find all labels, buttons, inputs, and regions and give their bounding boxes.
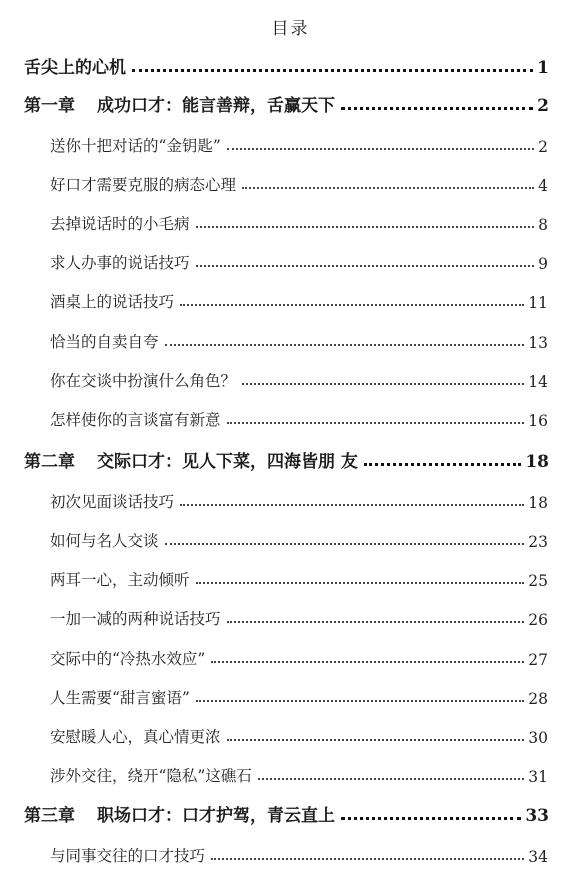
page-number: 13: [528, 334, 548, 352]
toc-section-row: [0, 247, 581, 273]
page-number: 11: [528, 294, 548, 312]
dot-leader: [341, 107, 533, 110]
toc-chapter-row: [0, 90, 581, 116]
dot-leader: [196, 265, 535, 267]
toc-section-row: [0, 326, 581, 352]
toc-entry-label: 与同事交往的口才技巧: [50, 847, 206, 865]
toc-entry-label: 求人办事的说话技巧: [50, 254, 190, 272]
toc-entry-label: 交际中的“冷热水效应”: [50, 650, 206, 668]
chapter-title: 职场口才：口才护驾，青云直上: [97, 806, 335, 826]
toc-chapter-row: [0, 52, 581, 78]
toc-entry-label: 初次见面谈话技巧: [50, 493, 175, 511]
dot-leader: [227, 148, 534, 150]
toc-entry-label: 安慰暖人心，真心情更浓: [50, 728, 221, 746]
toc-entry-label: [24, 91, 335, 116]
toc-entry-label: 好口才需要克服的病态心理: [50, 176, 237, 194]
dot-leader: [341, 817, 521, 820]
chapter-number: 第二章: [24, 452, 75, 472]
chapter-title: 成功口才：能言善辩，舌赢天下: [97, 96, 335, 116]
toc-entry-label: 涉外交往，绕开“隐私”这礁石: [50, 767, 252, 785]
toc-entry-label: [24, 801, 335, 826]
dot-leader: [196, 226, 535, 228]
page-number: 8: [538, 216, 548, 234]
toc-section-row: [0, 208, 581, 234]
toc-chapter-row: [0, 446, 581, 472]
toc-entry-label: 人生需要“甜言蜜语”: [50, 689, 190, 707]
toc-chapter-row: [0, 800, 581, 826]
dot-leader: [211, 858, 524, 860]
toc-section-row: [0, 525, 581, 551]
dot-leader: [165, 543, 525, 545]
dot-leader: [242, 187, 534, 189]
toc-entry-label: 一加一减的两种说话技巧: [50, 610, 221, 628]
toc-entry-label: 酒桌上的说话技巧: [50, 293, 175, 311]
toc-entry-label: 你在交谈中扮演什么角色？: [50, 372, 237, 390]
dot-leader: [227, 422, 525, 424]
page-number: 34: [528, 848, 548, 866]
page-number: 28: [528, 690, 548, 708]
toc-entry-label: 去掉说话时的小毛病: [50, 215, 190, 233]
toc-section-row: [0, 286, 581, 312]
page-number: 2: [538, 138, 548, 156]
page-number: 26: [528, 611, 548, 629]
toc-entry-label: 两耳一心，主动倾听: [50, 571, 190, 589]
dot-leader: [242, 383, 524, 385]
page-number: 30: [528, 729, 548, 747]
page-number: 4: [538, 177, 548, 195]
toc-section-row: [0, 486, 581, 512]
toc-section-row: [0, 404, 581, 430]
dot-leader: [180, 304, 524, 306]
toc-section-row: [0, 721, 581, 747]
toc-section-row: [0, 169, 581, 195]
page-number: 18: [525, 452, 549, 472]
page-number: 23: [528, 533, 548, 551]
page-number: 25: [528, 572, 548, 590]
toc-section-row: [0, 365, 581, 391]
page-number: 9: [538, 255, 548, 273]
dot-leader: [196, 582, 525, 584]
dot-leader: [180, 504, 524, 506]
dot-leader: [196, 700, 524, 702]
dot-leader: [258, 778, 524, 780]
page-number: 31: [528, 768, 548, 786]
toc-entry-label: [24, 447, 358, 472]
dot-leader: [227, 621, 525, 623]
page-number: 33: [525, 806, 549, 826]
toc-entry-label: 送你十把对话的“金钥匙”: [50, 137, 221, 155]
toc-entry-label: 如何与名人交谈: [50, 532, 159, 550]
toc-entry-label: 恰当的自卖自夸: [50, 333, 159, 351]
toc-section-row: [0, 840, 581, 866]
toc-section-row: [0, 760, 581, 786]
chapter-number: 第三章: [24, 806, 75, 826]
toc-section-row: [0, 564, 581, 590]
toc-section-row: [0, 682, 581, 708]
toc-entry-label: 舌尖上的心机: [24, 58, 126, 78]
chapter-title: 交际口才：见人下菜，四海皆朋 友: [97, 452, 358, 472]
dot-leader: [165, 344, 525, 346]
toc-entry-label: 怎样使你的言谈富有新意: [50, 411, 221, 429]
page-number: 16: [528, 412, 548, 430]
toc-section-row: [0, 130, 581, 156]
page-number: 27: [528, 651, 548, 669]
page-number: 14: [528, 373, 548, 391]
dot-leader: [364, 463, 521, 466]
dot-leader: [227, 739, 525, 741]
dot-leader: [211, 661, 524, 663]
chapter-number: 第一章: [24, 96, 75, 116]
toc-section-row: [0, 643, 581, 669]
page-number: 1: [537, 58, 549, 78]
toc-title: 目录: [271, 19, 310, 39]
toc-section-row: [0, 603, 581, 629]
dot-leader: [132, 69, 533, 72]
page-number: 18: [528, 494, 548, 512]
page-number: 2: [537, 96, 549, 116]
